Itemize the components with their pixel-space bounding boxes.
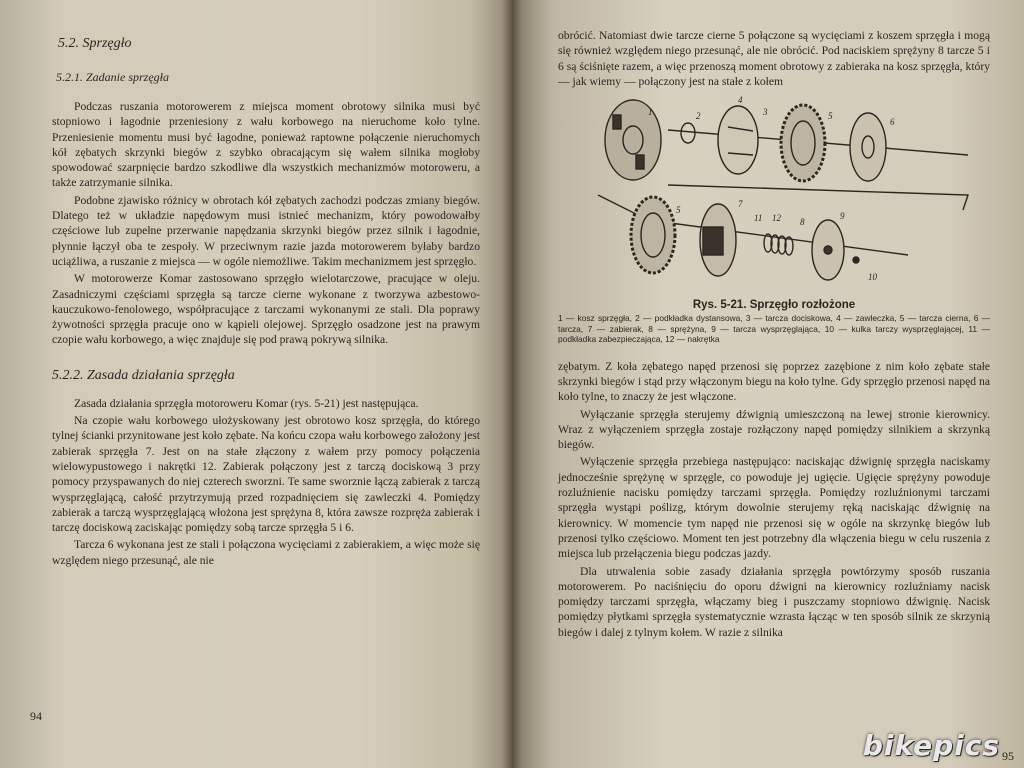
- fig-label-5: 5: [828, 111, 833, 122]
- fig-label-2: 2: [696, 111, 701, 122]
- paragraph: Tarcza 6 wykonana jest ze stali i połączona wycięciami z zabierakiem, a więc może się względem niego przesunąć, ale nie: [52, 538, 480, 567]
- right-page: [512, 0, 1024, 768]
- friction-disc-2-part: [631, 197, 675, 273]
- paragraph: Podczas ruszania motorowerem z miejsca moment obrotowy silnika musi być stopniowo i łagodnie przeniesiony z wału korbowego na nieruchome koło tylne. Przeniesienie momentu musi być łagodne, ponieważ raptowne połączenie nieruchomych kół zębatych skrzynki biegów z szybko obracającym się wałem silnika mogłoby spowodować szarpnięcie bardzo szkodliwe dla wszystkich mechanizmów motoroweru, a także zatrzymanie silnika.: [52, 100, 480, 190]
- paragraph: Wyłączanie sprzęgła sterujemy dźwignią umieszczoną na lewej stronie kierownicy. Wraz z wyłączeniem sprzęgła zostaje rozłączony napęd pomiędzy silnikiem a skrzynką biegów.: [558, 407, 990, 452]
- fig-label-11: 11: [754, 213, 763, 224]
- friction-disc-part: [781, 105, 825, 181]
- release-plate-part: [812, 220, 844, 280]
- paragraph: zębatym. Z koła zębatego napęd przenosi się poprzez zazębione z nim koło zębate stałe skrzynki biegów i stąd przy włączonym biegu na koło tylne. Gdy sprzęgło przenosi napęd na koło tylne, to znaczy że jest włączone.: [558, 359, 990, 404]
- book-gutter: [502, 0, 522, 768]
- page-number: 94: [30, 709, 42, 723]
- fig-label-6: 6: [890, 117, 895, 128]
- pressure-plate-part: [718, 106, 758, 174]
- paragraph: Wyłączenie sprzęgła przebiega następująco: naciskając dźwignię sprzęgła naciskamy jednocześnie sprężynę w sprzęgle, co powoduje jej ugięcie. Ugięcie sprężyny powoduje rozluźnienie nacisku pomiędzy tarczami sprzęgła. Pomiędzy rozluźnionymi tarczami sprzęgła wystąpi poślizg, którym dowolnie sterujemy ręką naciskając dźwignię na kierownicy. W momencie tym napęd nie przenosi się w ogóle na skrzynkę biegów lub przenosi tylko częściowo. Moment ten jest potrzebny dla włączenia biegu w celu ruszenia z miejsca lub przełączenia biegu podczas jazdy.: [558, 455, 990, 561]
- paragraph: Podobne zjawisko różnicy w obrotach kół zębatych zachodzi podczas zmiany biegów. Dlatego też w układzie napędowym musi istnieć mechanizm, który powodowałby częściowe lub zupełne przerwanie napędzania skrzynki biegów przez silnik i łagodnie, płynnie łączył oba te zespoły. W przeciwnym razie jazda motorowerem byłaby bardzo uciążliwa, a ruszanie z miejsca — w ogóle niemożliwe. Takim mechanizmem jest sprzęgło.: [52, 193, 480, 268]
- spacer-washer-part: [681, 123, 695, 143]
- paragraph: W motorowerze Komar zastosowano sprzęgło wielotarczowe, pracujące w oleju. Zasadniczymi częściami sprzęgła są tarcze cierne wykonane z tworzywa azbestowo-kauczukowo-fenolowego, współpracujące z tarczami wykonanymi ze stali. Dla poprawy żywotności sprzęgła pracuje ono w kąpieli olejowej. Sprzęgło osadzone jest na prawym czopie wału korbowego, a więc znajduje się pod prawą pokrywą silnika.: [52, 272, 480, 347]
- steel-disc-part: [850, 113, 886, 181]
- paragraph: Zasada działania sprzęgła motoroweru Komar (rys. 5-21) jest następująca.: [74, 396, 419, 410]
- clutch-diagram: [578, 95, 978, 295]
- fig-label-4: 4: [738, 95, 743, 106]
- paragraph: obrócić. Natomiast dwie tarcze cierne 5 połączone są wycięciami z koszem sprzęgła i mogą się również względem niego przesunąć, ale nie obrócić. Pod naciskiem sprężyny 8 tarcze 5 i 6 są ściśnięte razem, a więc przenoszą moment obrotowy z zabieraka na kosz sprzęgła, który — jak wiemy — połączony jest na stałe z kołem: [558, 29, 990, 88]
- clutch-basket-part: [605, 100, 661, 180]
- fig-label-7: 7: [738, 199, 743, 210]
- driver-hub-part: [700, 204, 736, 276]
- paragraph: Dla utrwalenia sobie zasady działania sprzęgła powtórzymy sposób ruszania motorowerem. Po naciśnięciu do oporu dźwigni na kierownicy rozluźniamy nacisk pomiędzy tarczami sprzęgła, włączamy bieg i puszczamy stopniowo dźwignię. Nacisk pomiędzy płytkami sprzęgła systematycznie wzrasta łącząc w ten sposób silnik ze skrzynią biegów i dalej z tylnym kołem. W razie z silnika: [558, 564, 990, 639]
- fig-label-10: 10: [868, 272, 877, 283]
- watermark-logo: bikepics: [862, 729, 1000, 762]
- clutch-exploded-figure: [578, 95, 978, 295]
- chapter-heading: 5.2. Sprzęgło: [58, 36, 132, 51]
- fig-label-8: 8: [800, 217, 805, 228]
- fig-label-9: 9: [840, 211, 845, 222]
- figure-caption: Rys. 5-21. Sprzęgło rozłożone: [692, 299, 856, 312]
- fig-label-12: 12: [772, 213, 781, 224]
- section-heading: 5.2.2. Zasada działania sprzęgła: [52, 367, 235, 383]
- release-ball-part: [853, 257, 859, 263]
- fig-label-5b: 5: [676, 205, 681, 216]
- figure-legend: 1 — kosz sprzęgła, 2 — podkładka dystansowa, 3 — tarcza dociskowa, 4 — zawleczka, 5 — tarcza cierna, 6 — tarcza, 7 — zabierak, 8 — sprężyna, 9 — tarcza wysprzęglająca, 10 — kulka tarczy wysprzęglającej, 11 — podkładka zabezpieczająca, 12 — nakrętka: [558, 313, 990, 345]
- fig-label-1: 1: [648, 107, 653, 118]
- paragraph: Na czopie wału korbowego ułożyskowany jest obrotowo kosz sprzęgła, do którego tylnej ścianki przynitowane jest koło zębate. Na końcu czopa wału korbowego założony jest zabierak sprzęgła 7. Jest on na stałe złączony z wałem przy pomocy połączenia wielowypustowego i nakrętki 12. Zabierak połączony jest z tarczą dociskową 3 przy pomocy przyspawanych do niej czterech sworzni. Te same sworznie łączą zabierak z tarczą wysprzęglającą, całość przytrzymują przed rozpadnięciem się zawleczki 4. Pomiędzy zabierak a tarczą wysprzęglającą włożona jest sprężyna 8, która zawsze rozpręża zabierak i tarczę dociskową zaciskając pomiędzy sobą tarcze sprzęgła 5 i 6.: [52, 414, 480, 535]
- fig-label-3: 3: [763, 107, 768, 118]
- subsection-heading: 5.2.1. Zadanie sprzęgła: [56, 70, 170, 84]
- page-number: 95: [1002, 749, 1014, 763]
